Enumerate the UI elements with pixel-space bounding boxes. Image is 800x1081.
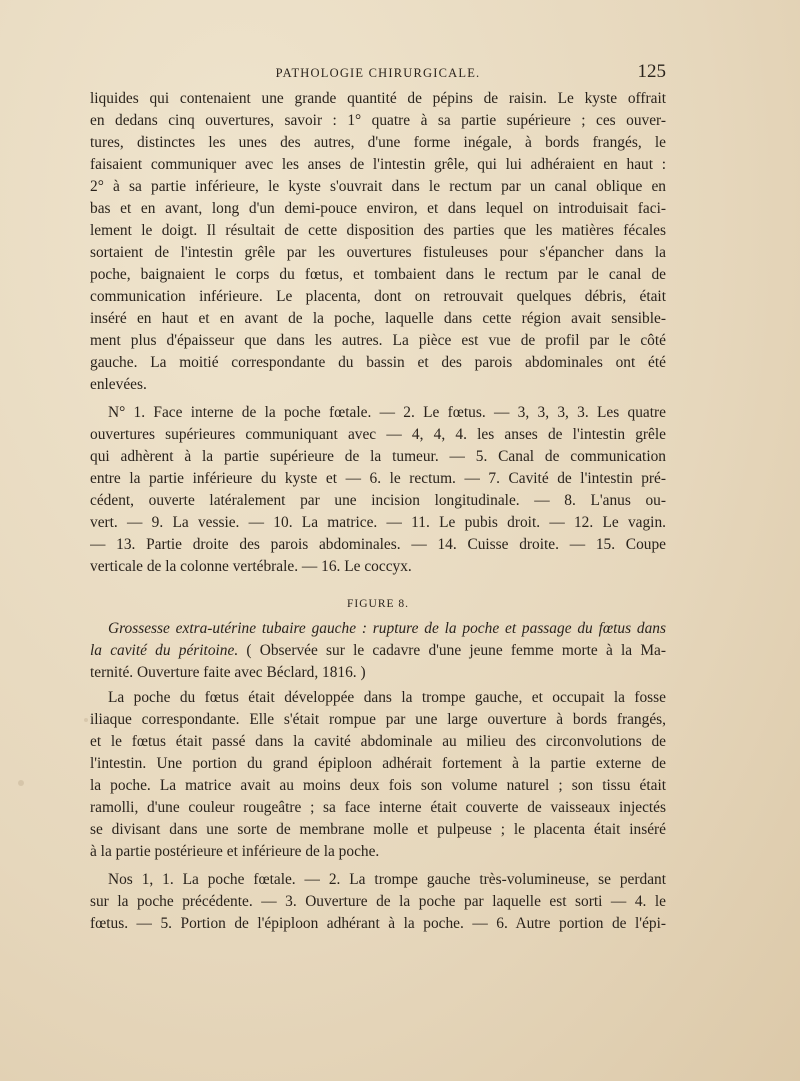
text-line: fœtus. — 5. Portion de l'épiploon adhérant à la poche. — 6. Autre portion de l'épi- (90, 915, 666, 932)
page-header (90, 63, 666, 85)
paragraph-figure-8-description (90, 687, 666, 863)
figure-title-line: ternité. Ouverture faite avec Béclard, 1816. ) (90, 664, 366, 681)
text-line: poche, baignaient le corps du fœtus, et tombaient dans le rectum par le canal de (90, 266, 666, 283)
text-line: tures, distinctes les unes des autres, d'une forme inégale, à bords frangés, le (90, 134, 666, 151)
running-title: PATHOLOGIE CHIRURGICALE. (275, 66, 481, 80)
text-line: se divisant dans une sorte de membrane molle et pulpeuse ; le placenta était inséré (90, 821, 666, 838)
text-line: iliaque correspondante. Elle s'était rompue par une large ouverture à bords frangés, (90, 711, 666, 728)
text-line: entre la partie inférieure du kyste et — 6. le rectum. — 7. Cavité de l'intestin pré- (90, 470, 666, 487)
figure-title-italic: la cavité du péritoine. (90, 642, 239, 659)
text-line: lement le doigt. Il résultait de cette disposition des parties que les matières fécales (90, 222, 666, 239)
paragraph-case-description (90, 88, 666, 396)
paragraph-figure-8-legend (90, 869, 666, 935)
ink-spot (84, 718, 88, 722)
figure-title-source: ( Observée sur le cadavre d'une jeune femme morte à la Ma- (238, 642, 666, 659)
text-line: La poche du fœtus était développée dans la trompe gauche, et occupait la fosse (108, 689, 666, 706)
text-line: ouvertures supérieures communiquant avec — 4, 4, 4. les anses de l'intestin grêle (90, 426, 666, 443)
text-line: sortaient de l'intestin grêle par les ouvertures fistuleuses pour s'épancher dans la (90, 244, 666, 261)
text-line: liquides qui contenaient une grande quantité de pépins de raisin. Le kyste offrait (90, 90, 666, 107)
text-line: en dedans cinq ouvertures, savoir : 1° quatre à sa partie supérieure ; ces ouver- (90, 112, 666, 129)
text-line: inséré en haut et en avant de la poche, laquelle dans cette région avait sensible- (90, 310, 666, 327)
text-line: verticale de la colonne vertébrale. — 16. Le coccyx. (90, 558, 412, 575)
text-line: cédent, ouverte latéralement par une incision longitudinale. — 8. L'anus ou- (90, 492, 666, 509)
text-line: et le fœtus était passé dans la cavité abdominale au milieu des circonvolutions de (90, 733, 666, 750)
text-line: 2° à sa partie inférieure, le kyste s'ouvrait dans le rectum par un canal oblique en (90, 178, 666, 195)
page-body (90, 88, 666, 935)
text-line: Nos 1, 1. La poche fœtale. — 2. La trompe gauche très-volumineuse, se perdant (108, 871, 666, 888)
text-line: l'intestin. Une portion du grand épiploon adhérait fortement à la partie externe de (90, 755, 666, 772)
figure-title-line (90, 640, 666, 662)
text-line: communication inférieure. Le placenta, dont on retrouvait quelques débris, était (90, 288, 666, 305)
page-number: 125 (637, 61, 666, 82)
text-line: qui adhèrent à la partie supérieure de la tumeur. — 5. Canal de communication (90, 448, 666, 465)
figure-title-line: Grossesse extra-utérine tubaire gauche : rupture de la poche et passage du fœtus dans (108, 620, 666, 637)
text-line: faisaient communiquer avec les anses de l'intestin grêle, qui lui adhéraient en haut : (90, 156, 666, 173)
text-line: vert. — 9. La vessie. — 10. La matrice. — 11. Le pubis droit. — 12. Le vagin. (90, 514, 666, 531)
text-line: sur la poche précédente. — 3. Ouverture de la poche par laquelle est sorti — 4. le (90, 893, 666, 910)
text-line: à la partie postérieure et inférieure de la poche. (90, 843, 380, 860)
ink-spot (18, 780, 24, 786)
text-line: la poche. La matrice avait au moins deux fois son volume naturel ; son tissu était (90, 777, 666, 794)
text-line: enlevées. (90, 376, 147, 393)
figure-heading: FIGURE 8. (346, 598, 410, 610)
text-line: — 13. Partie droite des parois abdominales. — 14. Cuisse droite. — 15. Coupe (90, 536, 666, 553)
text-line: gauche. La moitié correspondante du bassin et des parois abdominales ont été (90, 354, 666, 371)
paragraph-figure-7-legend (90, 402, 666, 578)
text-line: ment plus d'épaisseur que dans les autres. La pièce est vue de profil par le côté (90, 332, 666, 349)
text-line: ramolli, d'une couleur rougeâtre ; sa face interne était couverte de vaisseaux injectés (90, 799, 666, 816)
figure-title (90, 618, 666, 684)
text-line: N° 1. Face interne de la poche fœtale. — 2. Le fœtus. — 3, 3, 3, 3. Les quatre (108, 404, 666, 421)
text-line: bas et en avant, long d'un demi-pouce environ, et dans lequel on introduisait faci- (90, 200, 666, 217)
